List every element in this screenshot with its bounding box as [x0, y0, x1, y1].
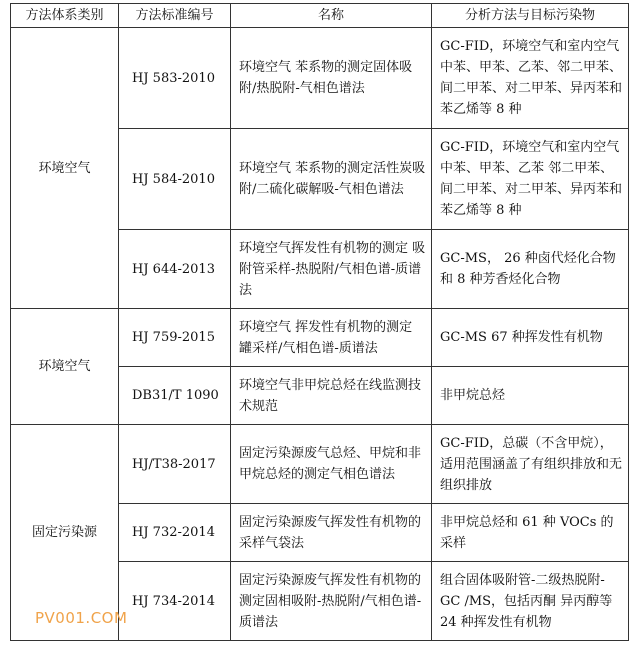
- category-cell: 固定污染源: [11, 425, 119, 641]
- standards-table: [10, 3, 629, 641]
- standard-code: HJ/T38-2017: [119, 425, 231, 504]
- category-cell: 环境空气: [11, 309, 119, 425]
- method-name: 固定污染源废气挥发性有机物的采样气袋法: [231, 504, 432, 562]
- method-name: 固定污染源废气总烃、甲烷和非甲烷总烃的测定气相色谱法: [231, 425, 432, 504]
- analysis-target: GC-FID，环境空气和室内空气中苯、甲苯、乙苯 邻二甲苯、间二甲苯、对二甲苯、异丙苯和苯乙烯等 8 种: [432, 129, 629, 230]
- method-name: 环境空气挥发性有机物的测定 吸附管采样-热脱附/气相色谱-质谱法: [231, 230, 432, 309]
- table-row: [11, 425, 629, 504]
- analysis-target: GC-MS 67 种挥发性有机物: [432, 309, 629, 367]
- standard-code: DB31/T 1090: [119, 367, 231, 425]
- header-category: 方法体系类别: [11, 4, 119, 28]
- header-name: 名称: [231, 4, 432, 28]
- table-row: [11, 28, 629, 129]
- standard-code: HJ 734-2014: [119, 562, 231, 641]
- analysis-target: GC-FID，环境空气和室内空气中苯、甲苯、乙苯、邻二甲苯、间二甲苯、对二甲苯、异丙苯和苯乙烯等 8 种: [432, 28, 629, 129]
- header-analysis: 分析方法与目标污染物: [432, 4, 629, 28]
- analysis-target: GC-FID，总碳（不含甲烷），适用范围涵盖了有组织排放和无组织排放: [432, 425, 629, 504]
- table-row: [11, 309, 629, 367]
- header-code: 方法标准编号: [119, 4, 231, 28]
- method-name: 环境空气 挥发性有机物的测定 罐采样/气相色谱-质谱法: [231, 309, 432, 367]
- analysis-target: 非甲烷总烃: [432, 367, 629, 425]
- standard-code: HJ 644-2013: [119, 230, 231, 309]
- method-name: 环境空气 苯系物的测定固体吸附/热脱附-气相色谱法: [231, 28, 432, 129]
- standard-code: HJ 584-2010: [119, 129, 231, 230]
- site-watermark: PV001.COM: [35, 609, 128, 627]
- header-row: [11, 4, 629, 28]
- analysis-target: 非甲烷总烃和 61 种 VOCs 的采样: [432, 504, 629, 562]
- method-name: 环境空气非甲烷总烃在线监测技术规范: [231, 367, 432, 425]
- analysis-target: GC-MS， 26 种卤代烃化合物和 8 种芳香烃化合物: [432, 230, 629, 309]
- category-cell: 环境空气: [11, 28, 119, 309]
- analysis-target: 组合固体吸附管-二级热脱附-GC /MS，包括丙酮 异丙醇等 24 种挥发性有机物: [432, 562, 629, 641]
- standard-code: HJ 759-2015: [119, 309, 231, 367]
- method-name: 固定污染源废气挥发性有机物的测定固相吸附-热脱附/气相色谱-质谱法: [231, 562, 432, 641]
- standard-code: HJ 732-2014: [119, 504, 231, 562]
- standard-code: HJ 583-2010: [119, 28, 231, 129]
- method-name: 环境空气 苯系物的测定活性炭吸附/二硫化碳解吸-气相色谱法: [231, 129, 432, 230]
